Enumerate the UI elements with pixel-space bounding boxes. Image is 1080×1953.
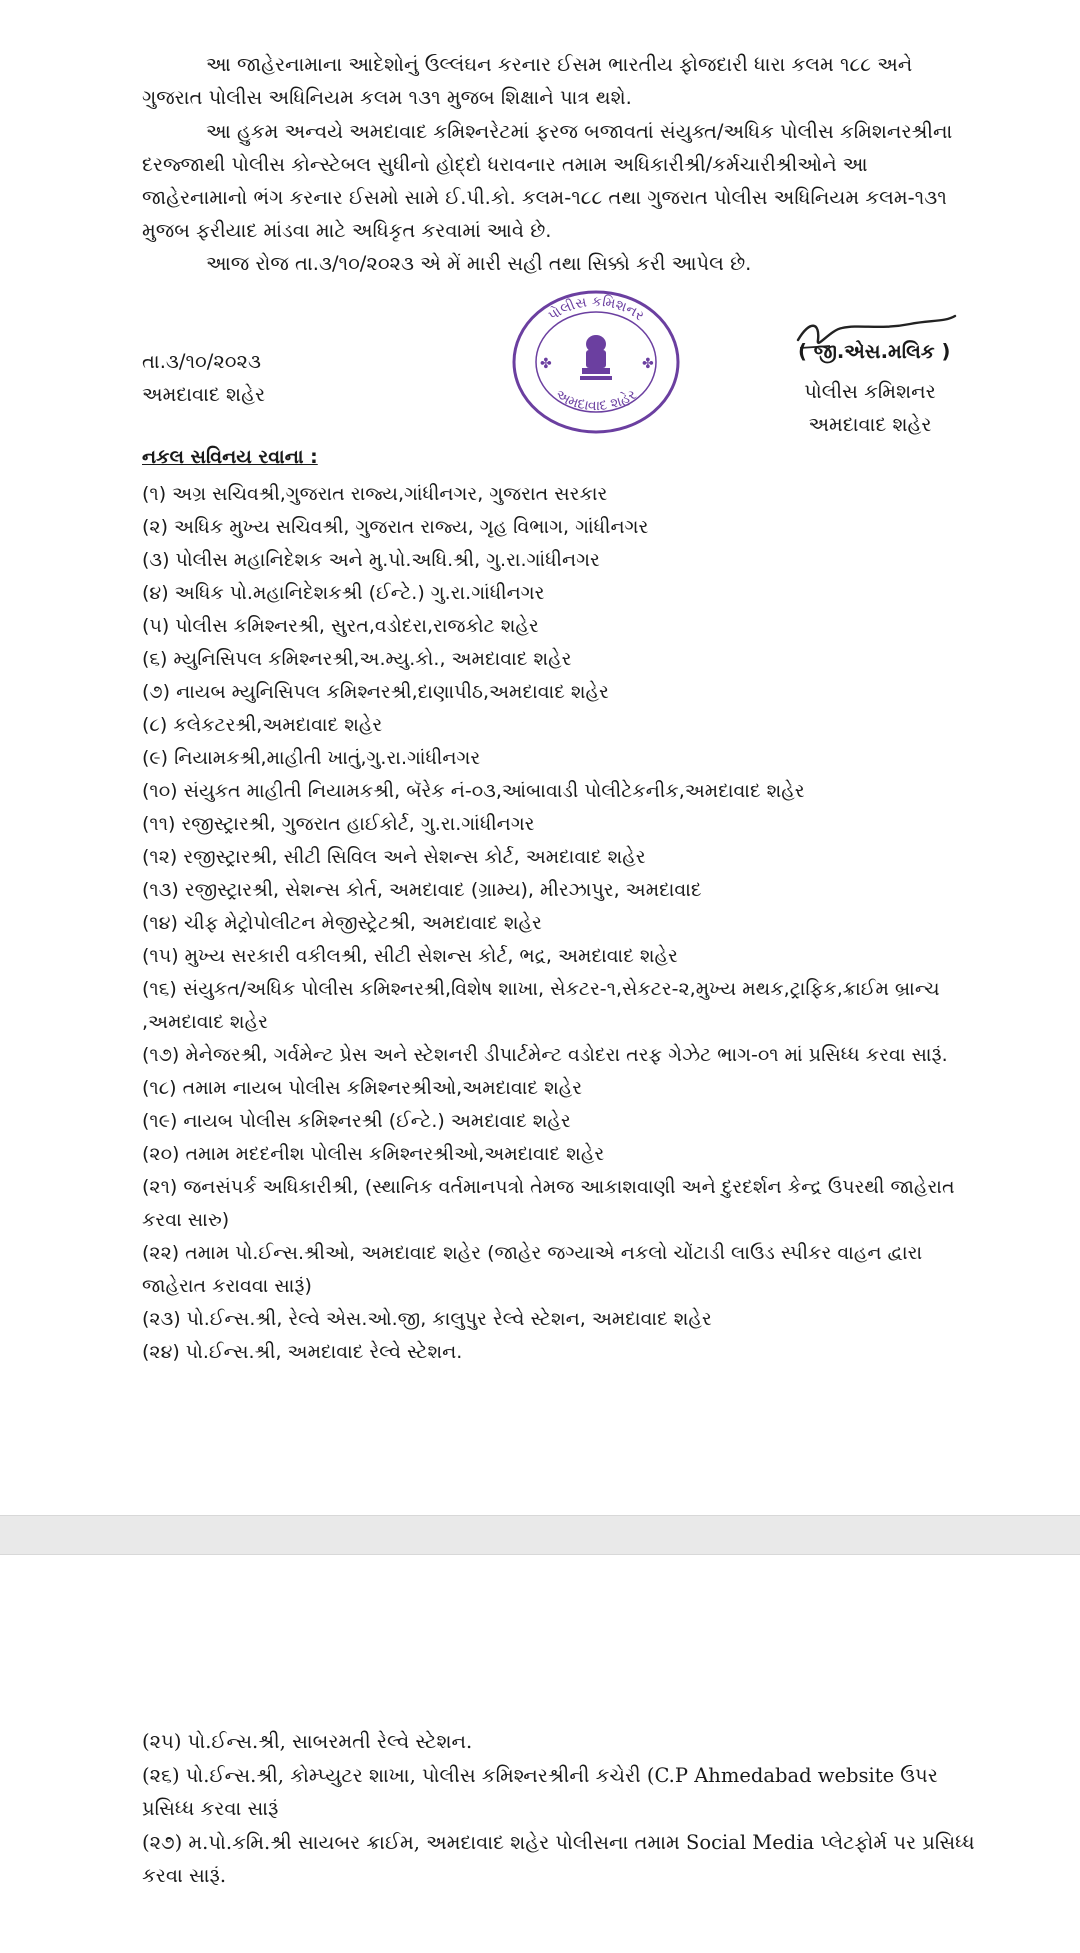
list-item: (૨૦) તમામ મદદનીશ પોલીસ કમિશ્નરશ્રીઓ,અમદાવાદ શહેર [142,1143,605,1165]
list-item: (૧૯) નાયબ પોલીસ કમિશ્નરશ્રી (ઈન્ટે.) અમદાવાદ શહેર [142,1110,571,1132]
copy-list-continued [142,1725,982,1893]
svg-text:✤: ✤ [642,356,654,372]
place-line: અમદાવાદ શહેર [142,383,266,406]
seal-top-text: પોલીસ કમિશનર [545,293,647,325]
paragraph-authorization: આ હુકમ અન્વયે અમદાવાદ કમિશ્નરેટમાં ફરજ બજાવતાં સંયુક્ત/અધિક પોલીસ કમિશનરશ્રીના દરજ્જાથી પોલીસ કોન્સ્ટેબલ સુધીનો હોદ્દો ધરાવનાર તમામ અધિકારીશ્રી/કર્મચારીશ્રીઓને આ જાહેરનામાનો ભંગ કરનાર ઈસમો સામે ઈ.પી.કો. કલમ-૧૮૮ તથા ગુજરાત પોલીસ અધિનિયમ કલમ-૧૩૧ મુજબ ફરીયાદ માંડવા માટે અધિકૃત કરવામાં આવે છે. [142,120,953,242]
paragraph-penalty: આ જાહેરનામાના આદેશોનું ઉલ્લંઘન કરનાર ઈસમ ભારતીય ફોજદારી ધારા કલમ ૧૮૮ અને ગુજરાત પોલીસ અધિનિયમ કલમ ૧૩૧ મુજબ શિક્ષાને પાત્ર થશે. [142,53,913,109]
date-line: તા.૩/૧૦/૨૦૨૩ [142,350,261,373]
list-item: (૨૬) પો.ઈન્સ.શ્રી, કોમ્પ્યુટર શાખા, પોલીસ કમિશ્નરશ્રીની કચેરી (C.P Ahmedabad website ઉપર પ્રસિધ્ધ કરવા સારૂં [142,1763,938,1820]
signatory-block [790,375,950,441]
date-place-block [142,345,265,411]
emblem-icon [580,335,612,380]
list-item: (૧૩) રજીસ્ટ્રારશ્રી, સેશન્સ કોર્ત, અમદાવાદ (ગ્રામ્ય), મીરઝાપુર, અમદાવાદ [142,879,702,901]
document-page-2 [0,1555,1080,1953]
page-separator [0,1515,1080,1555]
list-item: (૧૫) મુખ્ય સરકારી વકીલશ્રી, સીટી સેશન્સ કોર્ટ, ભદ્ર, અમદાવાદ શહેર [142,945,678,967]
list-item: (૧૭) મેનેજરશ્રી, ગર્વમેન્ટ પ્રેસ અને સ્ટેશનરી ડીપાર્ટમેન્ટ વડોદરા તરફ ગેઝેટ ભાગ-૦૧ માં પ્રસિધ્ધ કરવા સારૂં. [142,1044,948,1066]
signatory-title: પોલીસ કમિશનર [804,380,936,403]
signatory-name: ( જી.એસ.મલિક ) [798,340,951,363]
list-item: (૨૫) પો.ઈન્સ.શ્રી, સાબરમતી રેલ્વે સ્ટેશન. [142,1730,473,1753]
svg-text:✤: ✤ [540,356,552,372]
list-item: (૧૬) સંયુકત/અધિક પોલીસ કમિશ્નરશ્રી,વિશેષ શાખા, સેકટર-૧,સેકટર-૨,મુખ્ય મથક,ટ્રાફિક,ક્રાઈમ બ્રાન્ચ ,અમદાવાદ શહેર [142,978,940,1033]
copy-list [142,478,982,1369]
list-item: (૨૪) પો.ઈન્સ.શ્રી, અમદાવાદ રેલ્વે સ્ટેશન. [142,1341,463,1363]
paragraph-signed-date: આજ રોજ તા.૩/૧૦/૨૦૨૩ એ મેં મારી સહી તથા સિક્કો કરી આપેલ છે. [206,252,752,275]
list-item: (૭) નાયબ મ્યુનિસિપલ કમિશ્નરશ્રી,દાણાપીઠ,અમદાવાદ શહેર [142,681,609,703]
list-item: (૨) અધિક મુખ્ય સચિવશ્રી, ગુજરાત રાજ્ય, ગૃહ વિભાગ, ગાંધીનગર [142,516,649,538]
signatory-city: અમદાવાદ શહેર [808,413,932,436]
official-seal-icon [510,288,682,436]
list-item: (૧૦) સંયુકત માહીતી નિયામકશ્રી, બૅરેક નં-૦૩,આંબાવાડી પોલીટેકનીક,અમદાવાદ શહેર [142,780,805,802]
list-item: (૬) મ્યુનિસિપલ કમિશ્નરશ્રી,અ.મ્યુ.કો., અમદાવાદ શહેર [142,648,572,670]
svg-text:અમદાવાદ શહેર [552,387,639,414]
list-item: (૧) અગ્ર સચિવશ્રી,ગુજરાત રાજ્ય,ગાંધીનગર, ગુજરાત સરકાર [142,483,608,505]
list-item: (૩) પોલીસ મહાનિદેશક અને મુ.પો.અધિ.શ્રી, ગુ.રા.ગાંધીનગર [142,549,600,571]
list-item: (૪) અધિક પો.મહાનિદેશકશ્રી (ઈન્ટે.) ગુ.રા.ગાંધીનગર [142,582,545,604]
list-item: (૨૩) પો.ઈન્સ.શ્રી, રેલ્વે એસ.ઓ.જી, કાલુપુર રેલ્વે સ્ટેશન, અમદાવાદ શહેર [142,1308,712,1330]
list-item: (૧૨) રજીસ્ટ્રારશ્રી, સીટી સિવિલ અને સેશન્સ કોર્ટ, અમદાવાદ શહેર [142,846,646,868]
list-item: (૨૧) જનસંપર્ક અધિકારીશ્રી, (સ્થાનિક વર્તમાનપત્રો તેમજ આકાશવાણી અને દુરદર્શન કેન્દ્ર ઉપરથી જાહેરાત કરવા સારુ) [142,1176,955,1231]
copy-heading: નકલ સવિનય રવાના : [142,446,318,468]
list-item: (૧૪) ચીફ મેટ્રોપોલીટન મેજીસ્ટ્રેટશ્રી, અમદાવાદ શહેર [142,912,542,934]
list-item: (૧૮) તમામ નાયબ પોલીસ કમિશ્નરશ્રીઓ,અમદાવાદ શહેર [142,1077,583,1099]
seal-bottom-text: અમદાવાદ શહેર [552,386,640,415]
list-item: (૨૨) તમામ પો.ઈન્સ.શ્રીઓ, અમદાવાદ શહેર (જાહેર જગ્યાએ નકલો ચોંટાડી લાઉડ સ્પીકર વાહન દ્વારા જાહેરાત કરાવવા સારૂં) [142,1242,923,1297]
list-item: (૧૧) રજીસ્ટ્રારશ્રી, ગુજરાત હાઈકોર્ટ, ગુ.રા.ગાંધીનગર [142,813,535,835]
list-item: (૮) કલેકટરશ્રી,અમદાવાદ શહેર [142,714,383,736]
list-item: (૯) નિયામકશ્રી,માહીતી ખાતું,ગુ.રા.ગાંધીનગર [142,747,481,769]
list-item: (૨૭) મ.પો.કમિ.શ્રી સાયબર ક્રાઈમ, અમદાવાદ શહેર પોલીસના તમામ Social Media પ્લેટફોર્મ પર પ્રસિધ્ધ કરવા સારૂં. [142,1830,975,1887]
list-item: (૫) પોલીસ કમિશ્નરશ્રી, સુરત,વડોદરા,રાજકોટ શહેર [142,615,539,637]
